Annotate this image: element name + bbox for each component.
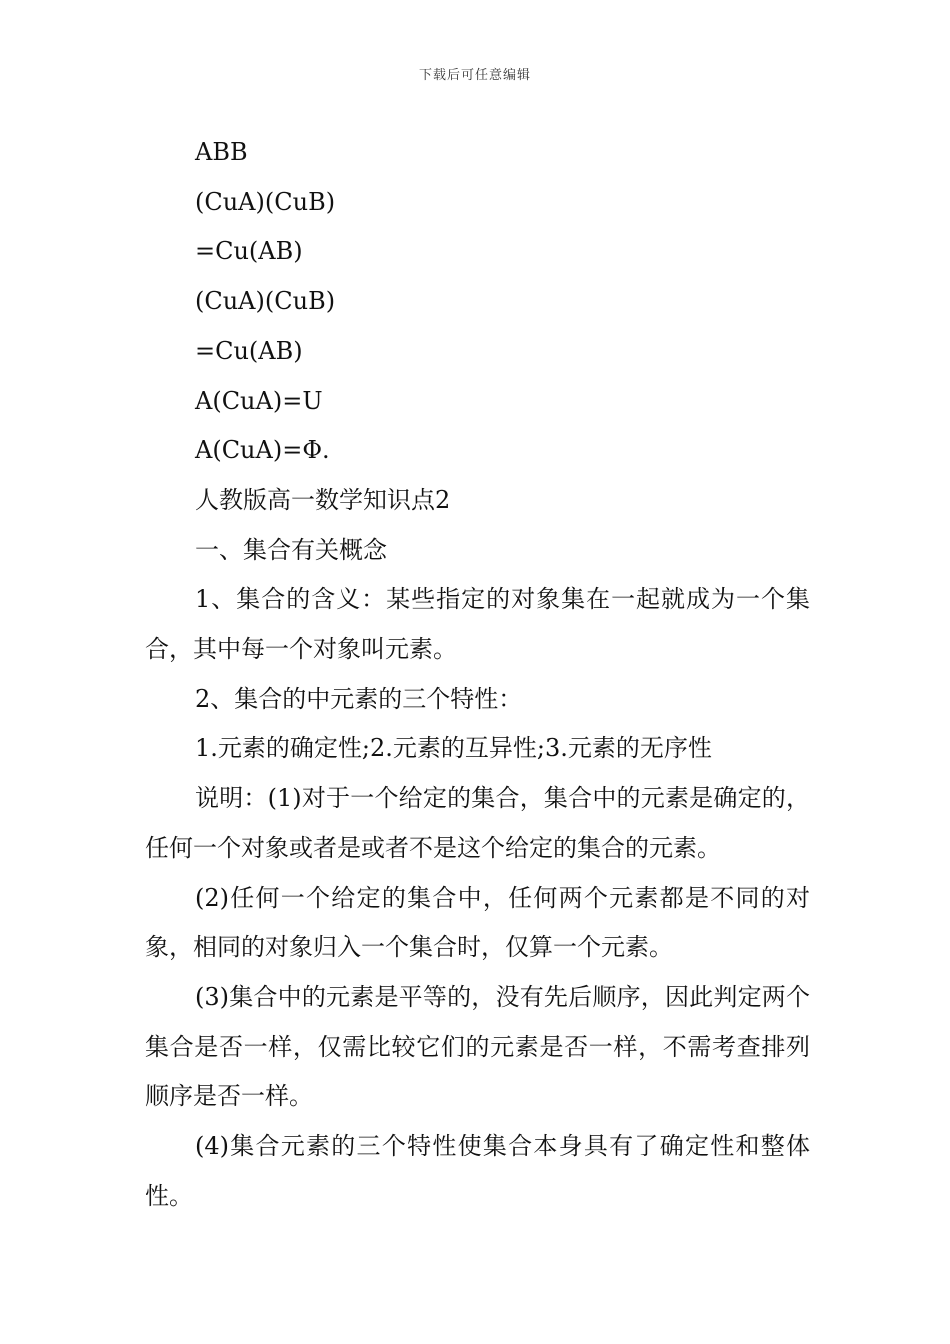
formula-line: =Cu(AB) bbox=[195, 237, 303, 266]
subsection-title: 一、集合有关概念 bbox=[195, 535, 387, 564]
formula-line: (CuA)(CuB) bbox=[195, 187, 336, 216]
paragraph-note-4: (4)集合元素的三个特性使集合本身具有了确定性和整体性。 bbox=[145, 1132, 810, 1210]
paragraph-note-3: (3)集合中的元素是平等的，没有先后顺序，因此判定两个集合是否一样，仅需比较它们的元素是否一样，不需考查排列顺序是否一样。 bbox=[145, 982, 810, 1111]
formula-line: A(CuA)=U bbox=[195, 386, 323, 415]
formula-line: (CuA)(CuB) bbox=[195, 287, 336, 316]
paragraph-note-1: 说明：(1)对于一个给定的集合，集合中的元素是确定的，任何一个对象或者是或者不是这个给定的集合的元素。 bbox=[145, 784, 810, 862]
formula-line: A(CuA)=Φ. bbox=[195, 436, 330, 465]
paragraph-properties-heading: 2、集合的中元素的三个特性： bbox=[195, 684, 523, 713]
formula-line: =Cu(AB) bbox=[195, 336, 303, 365]
paragraph-definition: 1、集合的含义：某些指定的对象集在一起就成为一个集合，其中每一个对象叫元素。 bbox=[145, 585, 810, 664]
page-header: 下载后可任意编辑 bbox=[418, 68, 531, 83]
document-body bbox=[145, 128, 810, 1221]
section-title: 人教版高一数学知识点2 bbox=[195, 485, 451, 514]
paragraph-note-2: (2)任何一个给定的集合中，任何两个元素都是不同的对象，相同的对象归入一个集合时，仅算一个元素。 bbox=[145, 883, 810, 962]
paragraph-properties-list: 1.元素的确定性;2.元素的互异性;3.元素的无序性 bbox=[195, 734, 712, 763]
formula-line: ABB bbox=[195, 138, 248, 166]
